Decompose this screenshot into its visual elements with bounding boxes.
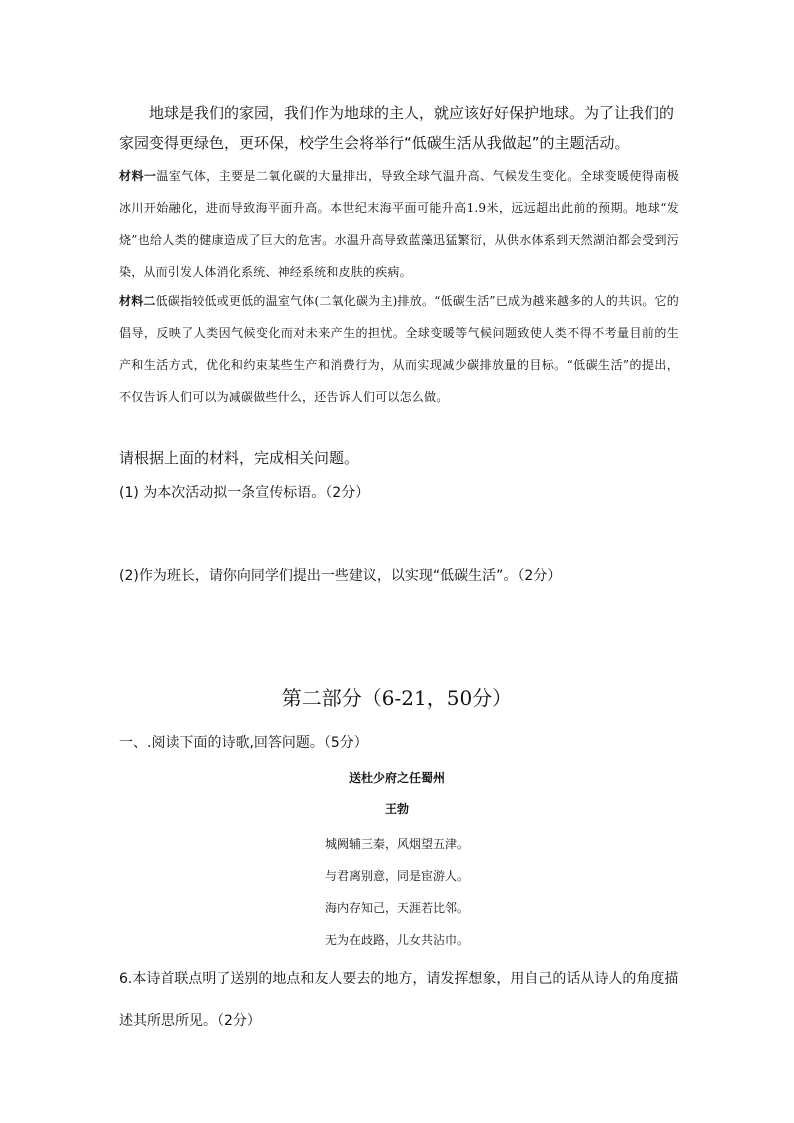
poem-line: 城阙辅三秦，风烟望五津。	[324, 837, 469, 851]
material-two-label: 材料二	[119, 294, 156, 308]
part-two-title: 第二部分（6-21，50分）	[281, 686, 513, 710]
poem-line: 与君离别意，同是宦游人。	[324, 869, 469, 883]
question-2: (2)作为班长，请你向同学们提出一些建议，以实现“低碳生活”。（2分）	[119, 568, 562, 584]
material-two-text: 低碳指较低或更低的温室气体(二氧化碳为主)排放。“低碳生活”已成为越来越多的人的共识。它的倡导，反映了人类因气候变化而对未来产生的担忧。全球变暖等气候问题致使人类不得不考量目前的生产和生活方式，优化和约束某些生产和消费行为，从而实现减少碳排放量的目标。“低碳生活”的提出，不仅告诉人们可以为减碳做些什么，还告诉人们可以怎么做。	[119, 294, 679, 404]
poem-author: 王勃	[384, 802, 409, 816]
poem-line: 无为在歧路，儿女共沾巾。	[324, 933, 469, 947]
material-one	[119, 160, 679, 288]
question-6: 6.本诗首联点明了送别的地点和友人要去的地方，请发挥想象，用自己的话从诗人的角度描述其所思所见。（2分）	[119, 971, 679, 1029]
section-heading: 一、.阅读下面的诗歌,回答问题。（5分）	[119, 735, 368, 751]
question-1: (1) 为本次活动拟一条宣传标语。（2分）	[119, 485, 370, 501]
instruction: 请根据上面的材料，完成相关问题。	[119, 449, 360, 467]
poem-body	[0, 828, 794, 956]
material-one-label: 材料一	[119, 169, 157, 183]
poem-line: 海内存知己，天涯若比邻。	[324, 901, 469, 915]
poem-title: 送杜少府之任蜀州	[348, 771, 445, 785]
material-two	[119, 285, 679, 413]
intro-paragraph: 地球是我们的家园，我们作为地球的主人，就应该好好保护地球。为了让我们的家园变得更绿色，更环保，校学生会将举行“低碳生活从我做起”的主题活动。	[119, 104, 675, 152]
material-one-text: 温室气体，主要是二氧化碳的大量排出，导致全球气温升高、气候发生变化。全球变暖使得南极冰川开始融化，进而导致海平面升高。本世纪末海平面可能升高1.9米，远远超出此前的预期。地球“发烧”也给人类的健康造成了巨大的危害。水温升高导致蓝藻迅猛繁衍，从供水体系到天然湖泊都会受到污染，从而引发人体消化系统、神经系统和皮肤的疾病。	[119, 169, 679, 279]
